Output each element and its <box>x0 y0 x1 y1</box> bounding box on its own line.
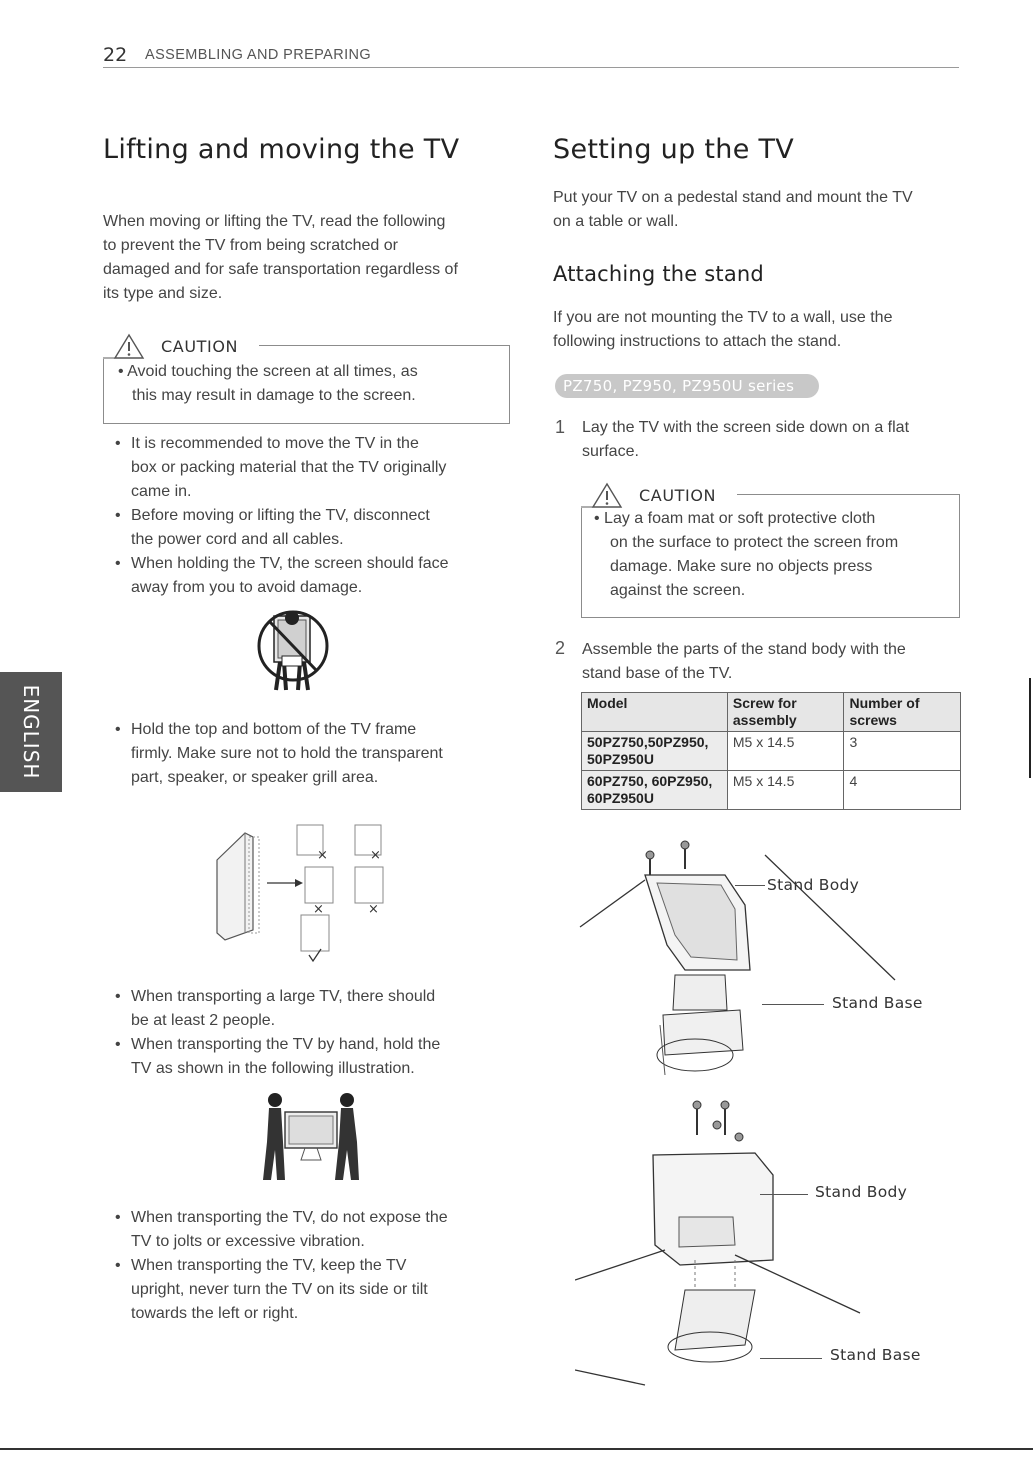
text-line: • Avoid touching the screen at all times, as <box>118 363 418 380</box>
warning-triangle-icon <box>101 333 157 359</box>
stand-base-label: Stand Base <box>830 1346 921 1364</box>
caution-label: CAUTION <box>639 485 717 505</box>
tv-frame-holding-illustration <box>205 815 405 965</box>
text-line: against the screen. <box>610 582 746 599</box>
svg-text:×: × <box>368 902 379 917</box>
table-row <box>582 732 961 771</box>
warning-triangle-icon <box>579 482 635 508</box>
page-bottom-rule <box>0 1448 1033 1450</box>
caution-heading <box>579 482 724 508</box>
caution-box-stand <box>581 485 960 618</box>
table-cell-model: 60PZ750, 60PZ950, 60PZ950U <box>582 771 728 810</box>
text-line: surface. <box>582 443 639 460</box>
page-header <box>103 44 959 68</box>
svg-text:×: × <box>317 848 328 863</box>
series-badge: PZ750, PZ950, PZ950U series <box>555 374 819 398</box>
text-line: damage. Make sure no objects press <box>610 558 873 575</box>
text-line: Assemble the parts of the stand body with the <box>582 641 906 658</box>
table-cell-screw: M5 x 14.5 <box>727 732 844 771</box>
screw-spec-table <box>581 692 961 810</box>
setting-up-title: Setting up the TV <box>553 134 795 165</box>
step-1-text <box>582 416 962 464</box>
do-not-face-screen-illustration <box>256 602 330 692</box>
list-item: • When transporting the TV, do not expose the TV to jolts or excessive vibration. <box>103 1206 513 1254</box>
lifting-title: Lifting and moving the TV <box>103 134 460 165</box>
stand-body-label: Stand Body <box>815 1183 908 1201</box>
table-header-row <box>582 693 961 732</box>
stand-body-label: Stand Body <box>767 876 860 894</box>
caution-text <box>594 507 898 603</box>
svg-text:×: × <box>370 848 381 863</box>
step-2-text <box>582 638 962 686</box>
language-tab <box>0 672 62 792</box>
attaching-stand-title: Attaching the stand <box>553 262 764 286</box>
table-header-cell: Screw for assembly <box>727 693 844 732</box>
bullet-list-transport <box>103 985 513 1081</box>
language-tab-label: ENGLISH <box>19 684 43 780</box>
caution-label: CAUTION <box>161 336 239 356</box>
text-line: When moving or lifting the TV, read the following <box>103 213 446 230</box>
text-line: • Lay a foam mat or soft protective cloth <box>594 510 876 527</box>
list-item: • When transporting a large TV, there should be at least 2 people. <box>103 985 513 1033</box>
page-edge-mark <box>1029 678 1031 778</box>
text-line: on the surface to protect the screen from <box>610 534 899 551</box>
table-row <box>582 771 961 810</box>
text-line: on a table or wall. <box>553 213 679 230</box>
two-people-carrying-tv-illustration <box>255 1090 367 1182</box>
table-cell-count: 3 <box>844 732 961 771</box>
text-line: If you are not mounting the TV to a wall, use the <box>553 309 893 326</box>
text-line: its type and size. <box>103 285 223 302</box>
table-cell-model: 50PZ750,50PZ950, 50PZ950U <box>582 732 728 771</box>
text-line: stand base of the TV. <box>582 665 733 682</box>
caution-heading <box>101 333 246 359</box>
stand-assembly-illustration-1 <box>575 835 935 1085</box>
list-item: • When transporting the TV by hand, hold the TV as shown in the following illustration. <box>103 1033 513 1081</box>
bullet-list-upright <box>103 1206 513 1326</box>
text-line: Put your TV on a pedestal stand and mount the TV <box>553 189 913 206</box>
table-header-cell: Number of screws <box>844 693 961 732</box>
table-cell-count: 4 <box>844 771 961 810</box>
page-number: 22 <box>103 44 128 66</box>
svg-text:×: × <box>313 902 324 917</box>
list-item: • Before moving or lifting the TV, disconnect the power cord and all cables. <box>103 504 513 552</box>
list-item: • When holding the TV, the screen should face away from you to avoid damage. <box>103 552 513 600</box>
stand-base-label: Stand Base <box>832 994 923 1012</box>
bullet-list-moving <box>103 432 513 600</box>
text-line: following instructions to attach the stand. <box>553 333 842 350</box>
step-number: 2 <box>555 638 566 658</box>
caution-text <box>118 360 418 408</box>
list-item: • It is recommended to move the TV in the box or packing material that the TV originally came in. <box>103 432 513 504</box>
table-header-cell: Model <box>582 693 728 732</box>
setting-up-intro <box>553 186 963 234</box>
text-line: this may result in damage to the screen. <box>132 387 416 404</box>
list-item: • When transporting the TV, keep the TV upright, never turn the TV on its side or tilt towards the left or right. <box>103 1254 513 1326</box>
section-title: ASSEMBLING AND PREPARING <box>145 47 372 63</box>
attaching-stand-intro <box>553 306 963 354</box>
caution-box-lifting <box>103 336 510 424</box>
table-cell-screw: M5 x 14.5 <box>727 771 844 810</box>
lifting-intro <box>103 210 513 306</box>
bullet-list-holding <box>103 718 513 790</box>
list-item: • Hold the top and bottom of the TV frame firmly. Make sure not to hold the transparent part, speaker, or speaker grill area. <box>103 718 513 790</box>
step-number: 1 <box>555 417 566 437</box>
text-line: to prevent the TV from being scratched or <box>103 237 398 254</box>
text-line: Lay the TV with the screen side down on a flat <box>582 419 910 436</box>
text-line: damaged and for safe transportation regardless of <box>103 261 458 278</box>
